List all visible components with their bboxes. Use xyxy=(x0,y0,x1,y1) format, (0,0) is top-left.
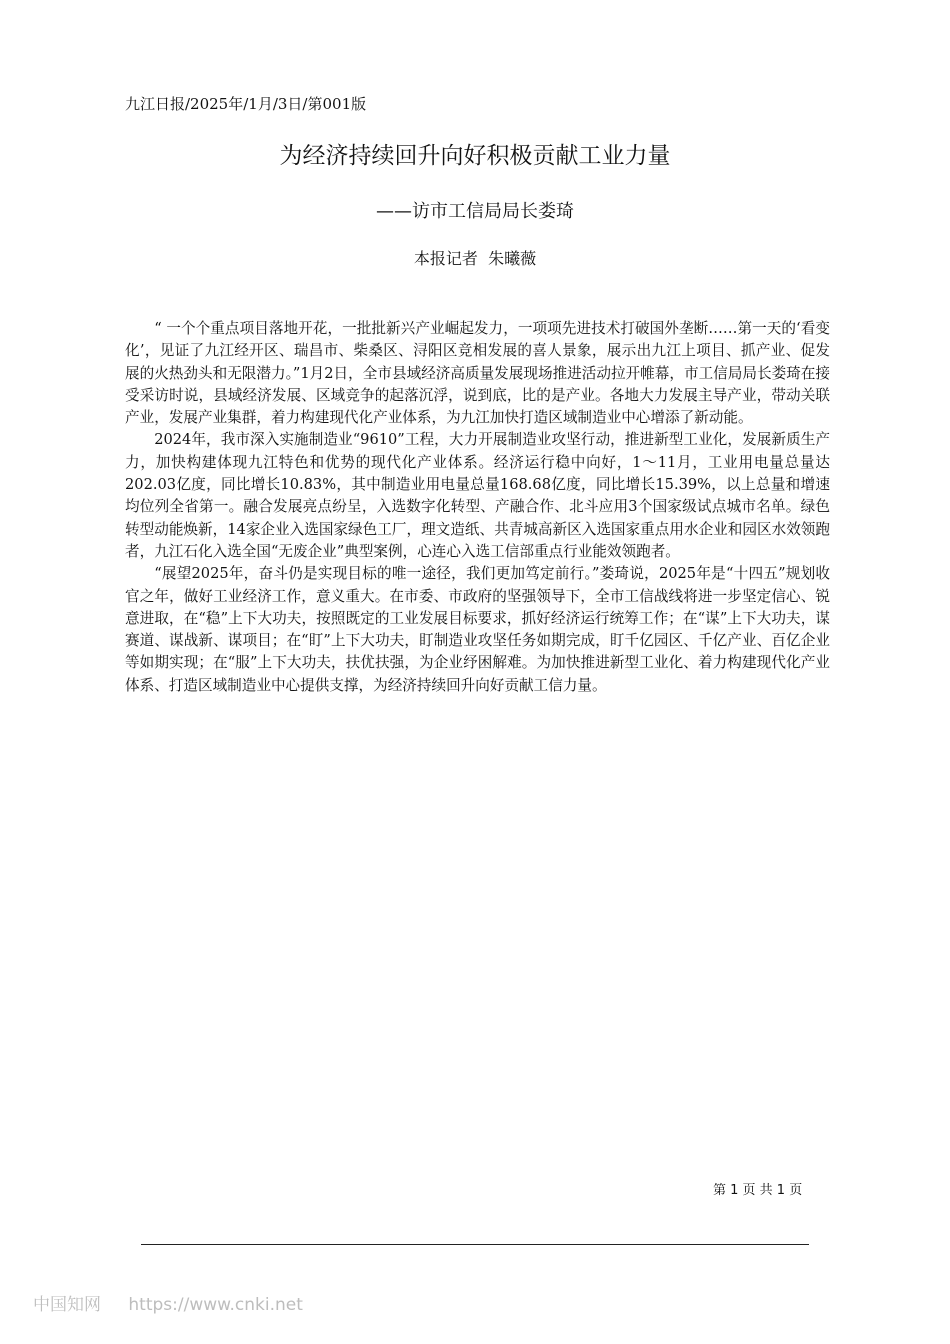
article-subtitle: ——访市工信局局长娄琦 xyxy=(376,201,574,222)
source-line: 九江日报/2025年/1月/3日/第001版 xyxy=(125,95,367,113)
page-number: 第 1 页 共 1 页 xyxy=(713,1183,803,1198)
watermark xyxy=(33,1293,303,1317)
watermark-name: 中国知网 xyxy=(33,1295,101,1315)
footer-divider xyxy=(141,1244,809,1245)
article-title: 为经济持续回升向好积极贡献工业力量 xyxy=(279,143,671,169)
article-body xyxy=(125,318,830,697)
article-byline: 本报记者 朱曦薇 xyxy=(413,249,537,268)
article-paragraph-3: “展望2025年，奋斗仍是实现目标的唯一途径，我们更加笃定前行。”娄琦说，2025年是“十四五”规划收官之年，做好工业经济工作，意义重大。在市委、市政府的坚强领导下，全市工信战线将进一步坚定信心、锐意进取，在“稳”上下大功夫，按照既定的工业发展目标要求，抓好经济运行统筹工作；在“谋”上下大功夫，谋赛道、谋战新、谋项目；在“盯”上下大功夫，盯制造业攻坚任务如期完成，盯千亿园区、千亿产业、百亿企业等如期实现；在“服”上下大功夫，扶优扶强，为企业纾困解难。为加快推进新型工业化、着力构建现代化产业体系、打造区域制造业中心提供支撑，为经济持续回升向好贡献工信力量。 xyxy=(125,565,830,694)
watermark-url: https://www.cnki.net xyxy=(128,1295,303,1315)
article-paragraph-2: 2024年，我市深入实施制造业“9610”工程，大力开展制造业攻坚行动，推进新型工业化，发展新质生产力，加快构建体现九江特色和优势的现代化产业体系。经济运行稳中向好，1～11月，工业用电量总量达202.03亿度，同比增长10.83%，其中制造业用电量总量168.68亿度，同比增长15.39%，以上总量和增速均位列全省第一。融合发展亮点纷呈，入选数字化转型、产融合作、北斗应用3个国家级试点城市名单。绿色转型动能焕新，14家企业入选国家绿色工厂，理文造纸、共青城高新区入选国家重点用水企业和园区水效领跑者，九江石化入选全国“无废企业”典型案例，心连心入选工信部重点行业能效领跑者。 xyxy=(125,431,830,560)
article-paragraph-1: “ 一个个重点项目落地开花，一批批新兴产业崛起发力，一项项先进技术打破国外垄断……第一天的‘看变化’，见证了九江经开区、瑞昌市、柴桑区、浔阳区竞相发展的喜人景象，展示出九江上项目、抓产业、促发展的火热劲头和无限潜力。”1月2日，全市县域经济高质量发展现场推进活动拉开帷幕，市工信局局长娄琦在接受采访时说，县域经济发展、区域竞争的起落沉浮，说到底，比的是产业。各地大力发展主导产业，带动关联产业，发展产业集群，着力构建现代化产业体系，为九江加快打造区域制造业中心增添了新动能。 xyxy=(125,320,830,427)
